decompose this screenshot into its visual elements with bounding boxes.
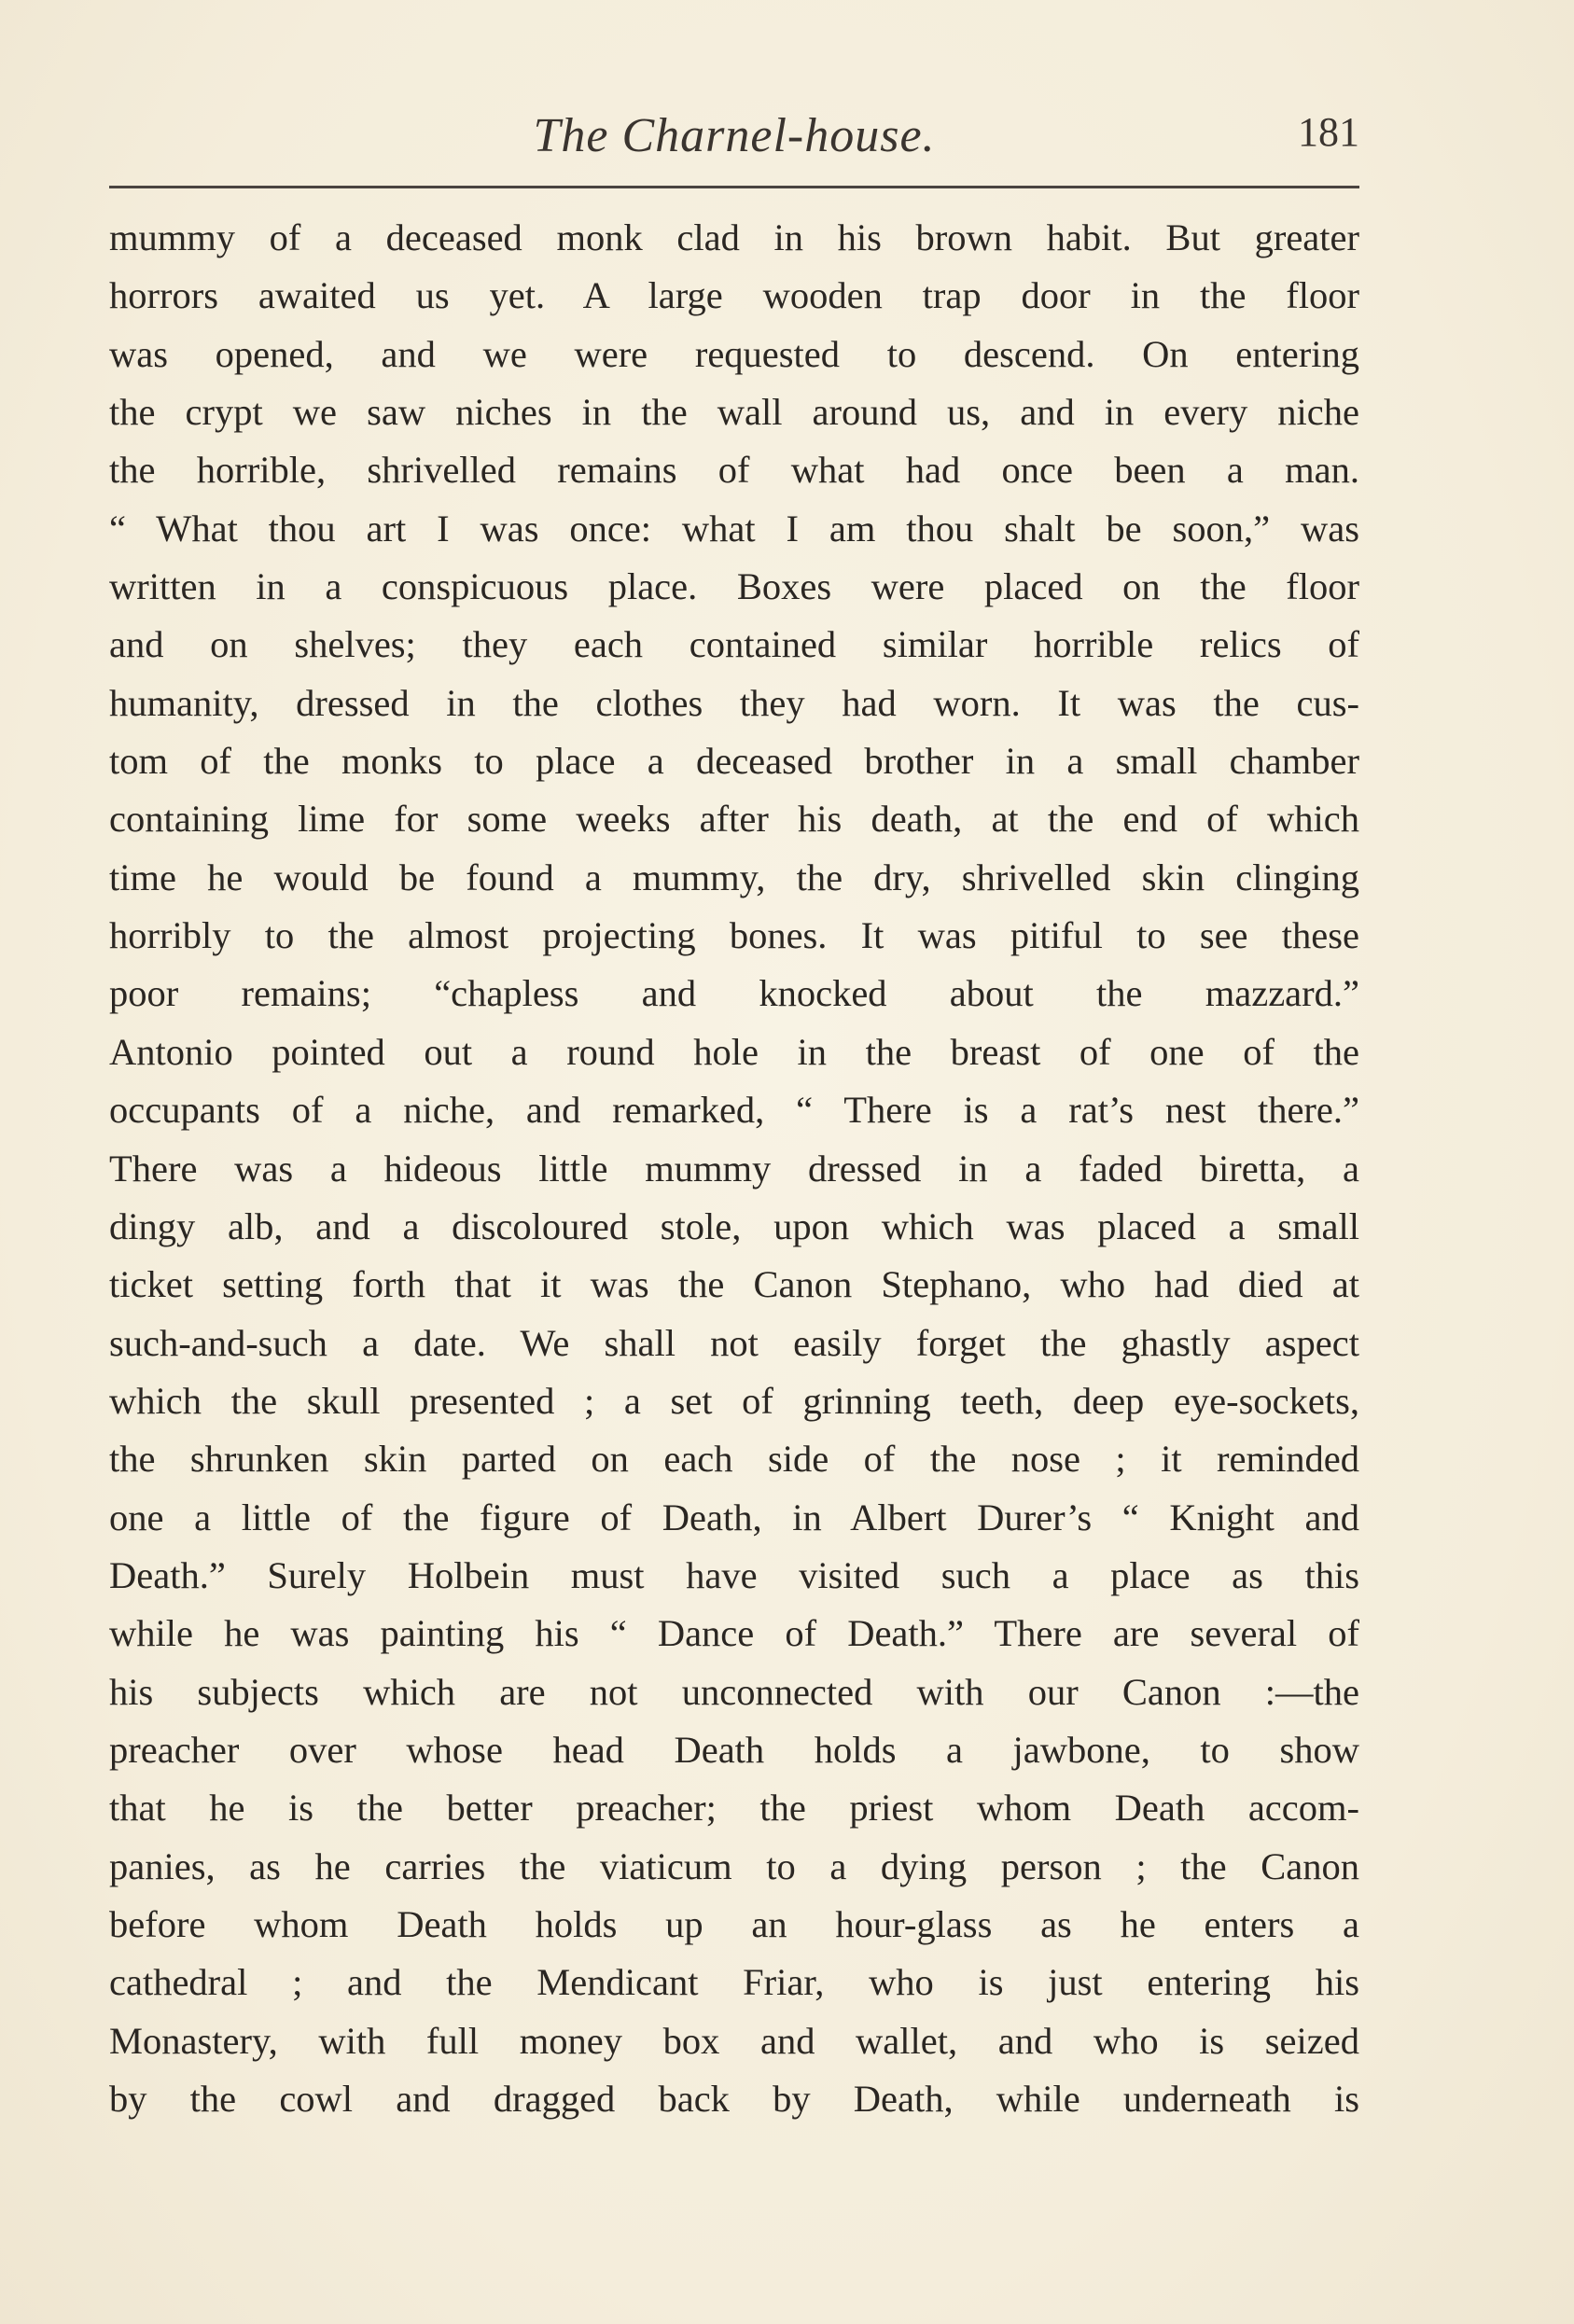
text-line: poor remains; “chapless and knocked about the mazzard.”: [109, 972, 1359, 1015]
running-head: [109, 101, 1359, 168]
text-line: such-and-such a date. We shall not easily forget the ghastly aspect: [109, 1321, 1359, 1364]
text-line: Death.” Surely Holbein must have visited such a place as this: [109, 1553, 1359, 1596]
text-line: Monastery, with full money box and wallet, and who is seized: [109, 2019, 1359, 2062]
text-line: one a little of the figure of Death, in Albert Durer’s “ Knight and: [109, 1496, 1359, 1538]
text-line: tom of the monks to place a deceased brother in a small chamber: [109, 740, 1359, 783]
text-line: the shrunken skin parted on each side of the nose ; it reminded: [109, 1438, 1359, 1481]
header-rule: [109, 186, 1359, 188]
text-line: “ What thou art I was once: what I am thou shalt be soon,” was: [109, 507, 1359, 550]
text-line: his subjects which are not unconnected with our Canon :—the: [109, 1670, 1359, 1713]
text-line: Antonio pointed out a round hole in the breast of one of the: [109, 1030, 1359, 1073]
body-text: [109, 209, 1359, 2187]
text-line: horrors awaited us yet. A large wooden trap door in the floor: [109, 274, 1359, 317]
text-line: the crypt we saw niches in the wall around us, and in every niche: [109, 391, 1359, 434]
text-line: by the cowl and dragged back by Death, while underneath is: [109, 2078, 1359, 2120]
text-line: ticket setting forth that it was the Canon Stephano, who had died at: [109, 1263, 1359, 1306]
running-title: The Charnel-house.: [533, 109, 936, 162]
text-line: which the skull presented ; a set of grinning teeth, deep eye-sockets,: [109, 1379, 1359, 1422]
text-line: panies, as he carries the viaticum to a dying person ; the Canon: [109, 1844, 1359, 1887]
text-line: mummy of a deceased monk clad in his brown habit. But greater: [109, 216, 1359, 258]
text-line: before whom Death holds up an hour-glass as he enters a: [109, 1902, 1359, 1945]
text-line: preacher over whose head Death holds a jawbone, to show: [109, 1728, 1359, 1771]
text-line: containing lime for some weeks after his death, at the end of which: [109, 798, 1359, 841]
text-line: and on shelves; they each contained similar horrible relics of: [109, 623, 1359, 666]
text-line: was opened, and we were requested to descend. On entering: [109, 332, 1359, 375]
text-line: written in a conspicuous place. Boxes were placed on the floor: [109, 565, 1359, 608]
page-number: 181: [1298, 109, 1359, 155]
text-line: There was a hideous little mummy dressed in a faded biretta, a: [109, 1147, 1359, 1190]
text-line: humanity, dressed in the clothes they had worn. It was the cus-: [109, 681, 1359, 724]
text-line: occupants of a niche, and remarked, “ There is a rat’s nest there.”: [109, 1089, 1359, 1132]
text-line: dingy alb, and a discoloured stole, upon which was placed a small: [109, 1204, 1359, 1247]
text-line: cathedral ; and the Mendicant Friar, who is just entering his: [109, 1961, 1359, 2004]
text-line: horribly to the almost projecting bones. It was pitiful to see these: [109, 914, 1359, 957]
text-line: the horrible, shrivelled remains of what had once been a man.: [109, 449, 1359, 492]
text-line: while he was painting his “ Dance of Death.” There are several of: [109, 1612, 1359, 1655]
text-line: that he is the better preacher; the priest whom Death accom-: [109, 1787, 1359, 1830]
text-line: time he would be found a mummy, the dry, shrivelled skin clinging: [109, 856, 1359, 898]
